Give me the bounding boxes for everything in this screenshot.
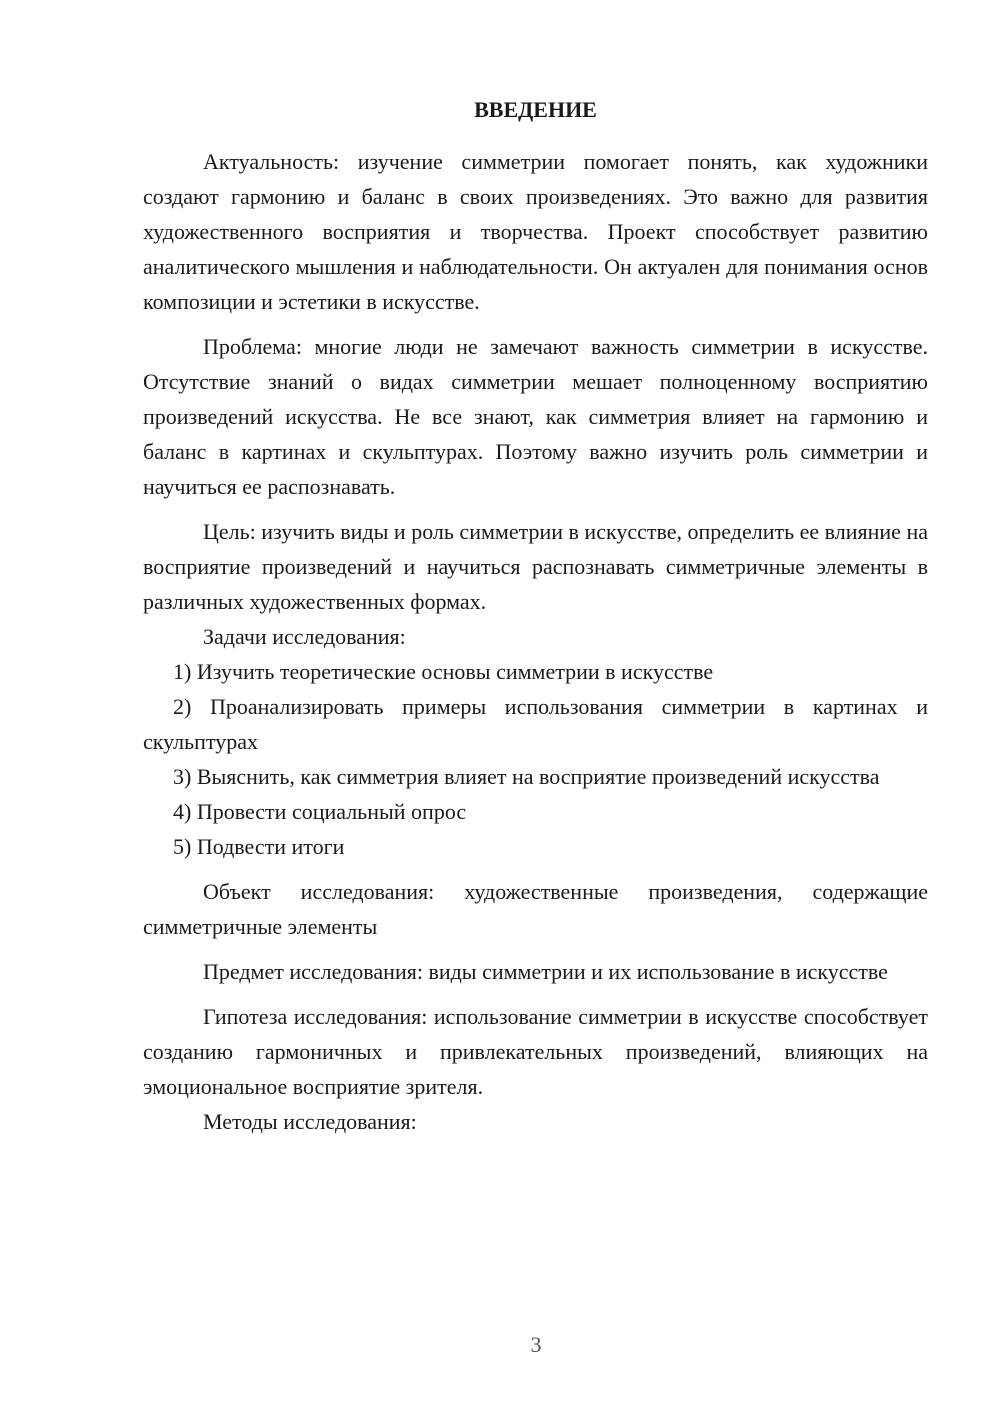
paragraph-goal: Цель: изучить виды и роль симметрии в искусстве, определить ее влияние на восприятие произведений и научиться распознавать симметричные элементы в различных художественных формах.	[143, 519, 928, 614]
page-content	[143, 94, 928, 1139]
paragraph-problem: Проблема: многие люди не замечают важность симметрии в искусстве. Отсутствие знаний о видах симметрии мешает полноценному восприятию произведений искусства. Не все знают, как симметрия влияет на гармонию и баланс в картинах и скульптурах. Поэтому важно изучить роль симметрии и научиться ее распознавать.	[143, 334, 928, 499]
paragraph-relevance: Актуальность: изучение симметрии помогает понять, как художники создают гармонию и баланс в своих произведениях. Это важно для развития художественного восприятия и творчества. Проект способствует развитию аналитического мышления и наблюдательности. Он актуален для понимания основ композиции и эстетики в искусстве.	[143, 149, 928, 314]
section-heading: ВВЕДЕНИЕ	[474, 97, 597, 122]
paragraph-subject: Предмет исследования: виды симметрии и их использование в искусстве	[203, 959, 888, 984]
task-item: 2) Проанализировать примеры использования симметрии в картинах и скульптурах	[143, 694, 928, 754]
paragraph-hypothesis: Гипотеза исследования: использование симметрии в искусстве способствует созданию гармоничных и привлекательных произведений, влияющих на эмоциональное восприятие зрителя.	[143, 1004, 928, 1099]
task-item: 3) Выяснить, как симметрия влияет на восприятие произведений искусства	[173, 764, 880, 789]
page-number: 3	[530, 1332, 542, 1357]
task-item: 4) Провести социальный опрос	[173, 799, 467, 824]
task-item: 1) Изучить теоретические основы симметрии в искусстве	[173, 659, 714, 684]
tasks-heading: Задачи исследования:	[203, 624, 406, 649]
task-item: 5) Подвести итоги	[173, 834, 345, 859]
methods-heading: Методы исследования:	[203, 1109, 417, 1134]
paragraph-object: Объект исследования: художественные произведения, содержащие симметричные элементы	[143, 879, 928, 939]
